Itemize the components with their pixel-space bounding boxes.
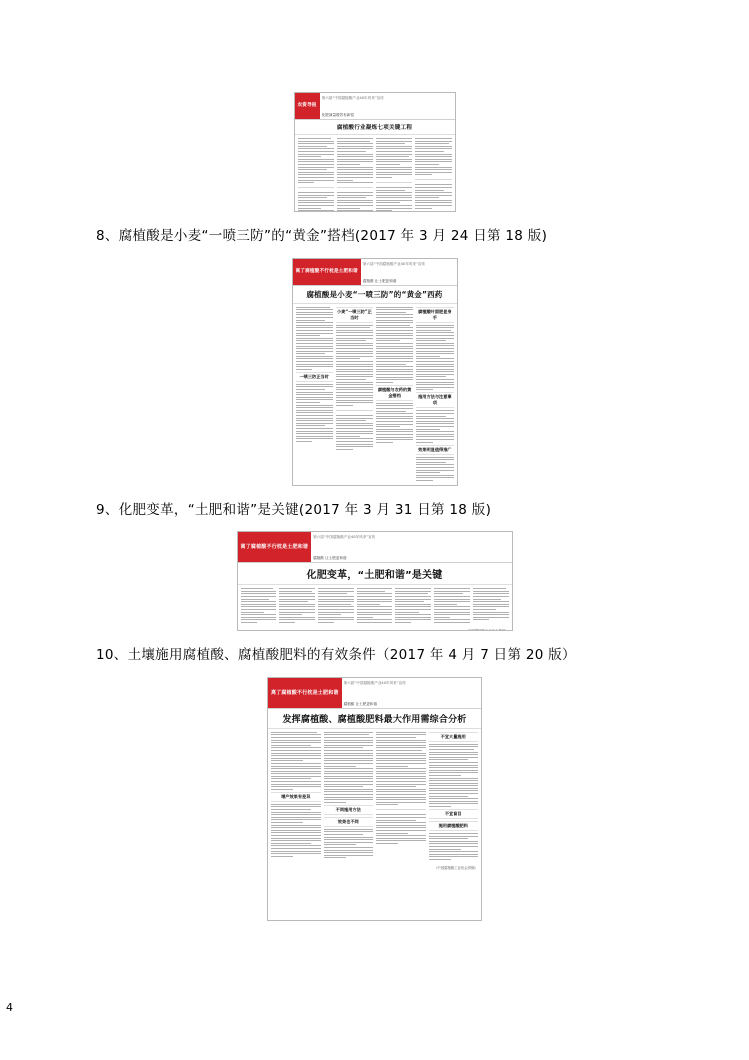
clipping-column (376, 138, 412, 212)
clipping-column (336, 307, 373, 481)
masthead-tagline: 第六届“中国腐植酸产业40年风采”宣传 (321, 96, 384, 100)
masthead-red-line2: 枕是土肥和谐 (307, 689, 339, 696)
newspaper-clipping-7 (294, 92, 456, 212)
text-block (376, 732, 426, 806)
text-block (415, 184, 451, 208)
clipping-subheading: 不同施用方法 (324, 805, 374, 815)
text-block (415, 138, 451, 175)
clipping-masthead (293, 259, 457, 286)
masthead-red-line1: 农资导报 (297, 103, 317, 109)
text-block (336, 325, 373, 406)
clipping-column (271, 732, 321, 860)
clipping-subheading: 施用腐植酸肥料 (429, 821, 479, 831)
text-block (376, 403, 413, 443)
clipping-headline: 腐植酸行业凝炼七项关键工程 (295, 120, 455, 135)
text-block (429, 833, 479, 860)
clipping-headline: 腐植酸是小麦“一喷三防”的“黄金”西药 (293, 286, 457, 304)
clipping-column (429, 732, 479, 860)
divider (298, 187, 334, 188)
clipping-column (324, 732, 374, 860)
clipping-subheading: 不宜大量施用 (429, 732, 479, 742)
clipping-subheading: 一喷三防正当时 (296, 372, 333, 382)
clipping-column (279, 588, 315, 623)
text-block (337, 192, 373, 212)
text-block (416, 457, 453, 481)
divider (336, 410, 373, 411)
clipping-masthead (268, 678, 481, 709)
clipping-subheading: 效果明显值得推广 (416, 445, 453, 455)
clipping-headline: 化肥变革，“土肥和谐”是关键 (238, 563, 512, 585)
masthead-subtitle: 腐植酸 让土肥更和谐 (362, 278, 397, 283)
text-block (298, 192, 334, 212)
masthead-red-line1: 离了腐植酸不行 (271, 689, 308, 696)
masthead-subtitle: 腐植酸 让土肥更和谐 (313, 556, 347, 561)
clipping-columns (268, 729, 481, 863)
clipping-container-10 (72, 677, 677, 921)
divider (337, 187, 373, 188)
masthead-red-line2: 枕是土肥和谐 (329, 268, 358, 274)
text-block (324, 732, 374, 803)
masthead-subtitle: 腐植酸 让土肥更和谐 (343, 701, 378, 706)
clipping-subheading: 腐植酸叶面肥显身手 (416, 307, 453, 323)
text-block (336, 415, 373, 450)
text-block (429, 744, 479, 807)
masthead-strip (342, 678, 481, 708)
clipping-column (376, 307, 413, 481)
clipping-subheading: 施用方法与注意事项 (416, 392, 453, 408)
clipping-subheading: 效果也不同 (324, 817, 374, 827)
clipping-columns (295, 135, 455, 212)
text-block (271, 732, 321, 790)
text-block (376, 814, 426, 844)
clipping-container-8 (72, 258, 677, 486)
masthead-tagline: 第六届“中国腐植酸产业40年风采”宣传 (362, 261, 426, 266)
masthead-red-badge (268, 678, 342, 708)
entry-caption-8: 8、腐植酸是小麦“一喷三防”的“黄金”搭档(2017 年 3 月 24 日第 18 版) (96, 228, 548, 244)
newspaper-clipping-10 (267, 677, 482, 921)
masthead-red-line1: 离了腐植酸不行 (240, 544, 277, 551)
text-block (416, 325, 453, 391)
page-number: 4 (6, 1001, 13, 1014)
text-block (395, 588, 431, 623)
text-block (376, 187, 412, 211)
clipping-footer: （中国腐植酸工业协会供稿） (464, 628, 509, 632)
clipping-subheading: 不宜盲目 (429, 809, 479, 819)
text-block (416, 410, 453, 442)
clipping-headline: 发挥腐植酸、腐植酸肥料最大作用需综合分析 (268, 709, 481, 729)
clipping-subheading: 增产效果有差异 (271, 792, 321, 802)
clipping-subheading: 腐植酸与农药的黄金搭档 (376, 385, 413, 401)
masthead-strip (320, 93, 455, 119)
masthead-red-line1: 离了腐植酸不行 (295, 268, 330, 274)
text-block (241, 588, 277, 623)
newspaper-clipping-9 (237, 531, 513, 631)
text-block (296, 384, 333, 442)
clipping-column (415, 138, 451, 212)
clipping-column (416, 307, 453, 481)
entry-caption-9: 9、化肥变革，“土肥和谐”是关键(2017 年 3 月 31 日第 18 版) (96, 501, 492, 518)
clipping-masthead (295, 93, 455, 120)
clipping-column (357, 588, 393, 623)
clipping-columns (293, 304, 457, 484)
masthead-tagline: 第六届“中国腐植酸产业40年风采”宣传 (343, 680, 406, 685)
text-block (337, 138, 373, 183)
text-block (318, 588, 354, 623)
clipping-subheading: 小麦“一喷三防”正当时 (336, 307, 373, 323)
text-block (296, 307, 333, 370)
clipping-footer (293, 484, 457, 486)
masthead-strip (311, 532, 511, 562)
masthead-strip (361, 259, 457, 285)
masthead-tagline: 第六届“中国腐植酸产业40年风采”宣传 (313, 535, 376, 540)
text-block (279, 588, 315, 623)
newspaper-clipping-8 (292, 258, 458, 486)
text-block (376, 138, 412, 178)
masthead-red-badge (293, 259, 361, 285)
divider (415, 179, 451, 180)
masthead-red-badge (238, 532, 312, 562)
clipping-masthead (238, 532, 512, 563)
clipping-column (434, 588, 470, 623)
clipping-column (318, 588, 354, 623)
divider (376, 809, 426, 810)
clipping-column (473, 588, 509, 623)
clipping-footer: （中国腐植酸工业协会供稿） (433, 865, 478, 870)
clipping-column (376, 732, 426, 860)
clipping-container-9 (72, 531, 677, 631)
masthead-red-badge (295, 93, 320, 119)
text-block (271, 804, 321, 857)
clipping-column (241, 588, 277, 623)
clipping-column (395, 588, 431, 623)
page-content (72, 0, 677, 921)
text-block (357, 588, 393, 623)
text-block (376, 307, 413, 383)
text-block (298, 138, 334, 183)
clipping-column (298, 138, 334, 212)
masthead-subtitle: 化肥减量增效有新招 (321, 113, 355, 117)
text-block (473, 588, 509, 620)
masthead-red-line2: 枕是土肥和谐 (276, 544, 309, 551)
clipping-container-7 (72, 92, 677, 212)
text-block (434, 588, 470, 623)
entry-caption-10: 10、土壤施用腐植酸、腐植酸肥料的有效条件（2017 年 4 月 7 日第 20 版） (96, 647, 576, 664)
clipping-column (296, 307, 333, 481)
clipping-column (337, 138, 373, 212)
clipping-columns (238, 585, 512, 626)
text-block (324, 829, 374, 859)
divider (376, 182, 412, 183)
